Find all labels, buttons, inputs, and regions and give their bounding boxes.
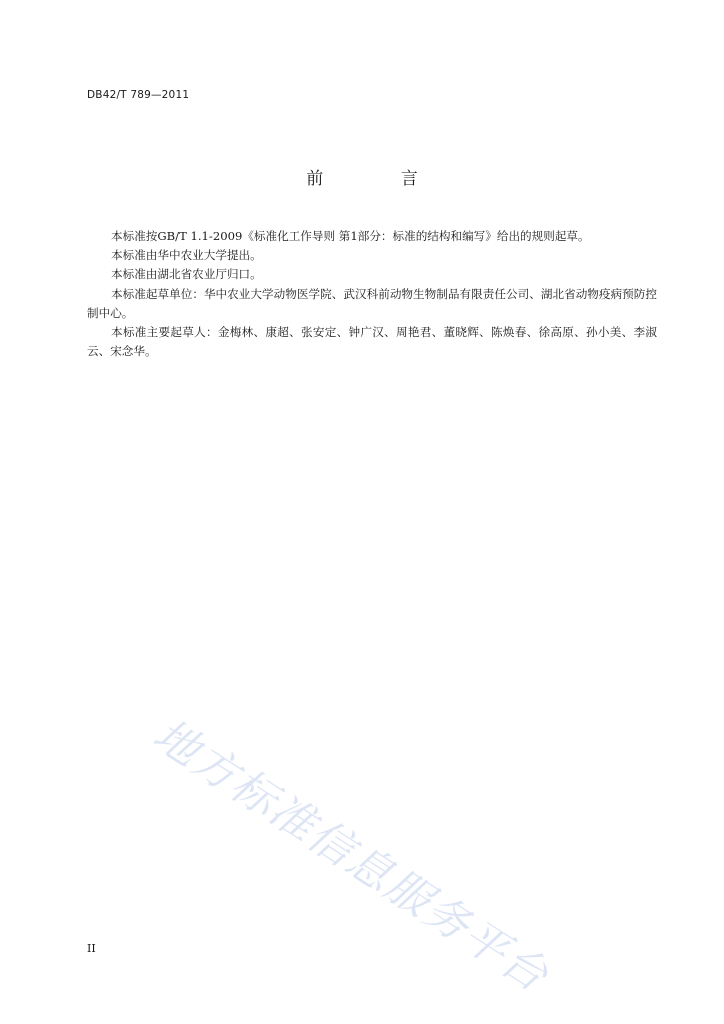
section-title-foreword: 前 言 (306, 169, 454, 189)
paragraph-administrator: 本标准由湖北省农业厅归口。 (111, 267, 262, 282)
foreword-body (87, 227, 657, 361)
paragraph-drafting-units: 本标准起草单位：华中农业大学动物医学院、武汉科前动物生物制品有限责任公司、湖北省动物疫病预防控制中心。 (87, 286, 657, 320)
watermark: 地方标准信息服务平台 (144, 709, 558, 1003)
page-number: II (87, 942, 96, 955)
standard-code: DB42/T 789—2011 (87, 89, 190, 101)
paragraph-drafting-rules: 本标准按GB/T 1.1-2009《标准化工作导则 第1部分：标准的结构和编写》给出的规则起草。 (111, 229, 590, 243)
paragraph-drafters: 本标准主要起草人：金梅林、康超、张安定、钟广汉、周艳君、董晓辉、陈焕春、徐高原、孙小美、李淑云、宋念华。 (87, 325, 657, 359)
paragraph-proposer: 本标准由华中农业大学提出。 (111, 248, 262, 263)
